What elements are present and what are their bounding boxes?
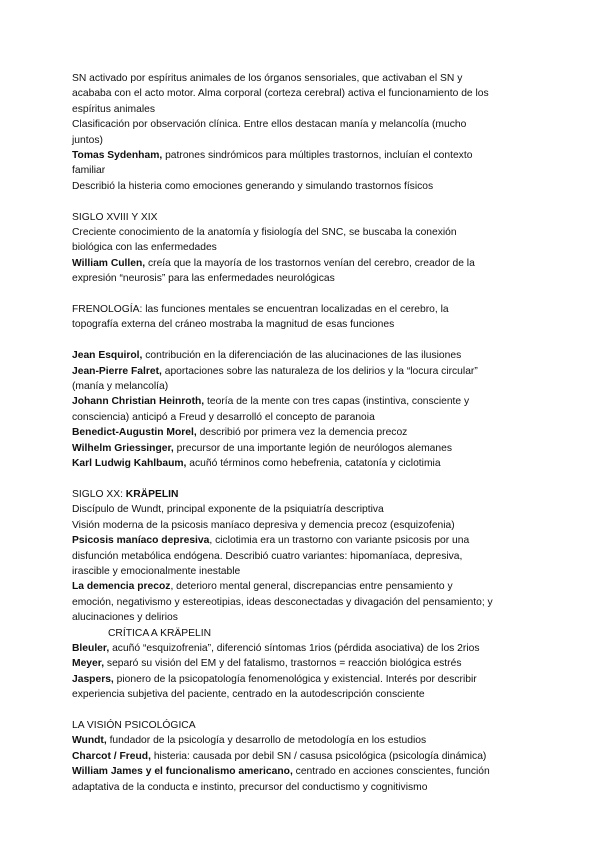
text-line: Creciente conocimiento de la anatomía y fisiología del SNC, se buscaba la conexión <box>72 227 457 239</box>
author-text: pionero de la psicopatología fenomenológica y existencial. Interés por describir <box>113 673 477 685</box>
section-heading: LA VISIÓN PSICOLÓGICA <box>72 719 196 731</box>
text-line <box>72 764 532 779</box>
term-name: Psicosis maníaco depresiva <box>72 535 210 547</box>
text-line <box>72 672 532 687</box>
text-line <box>72 148 532 163</box>
author-text: separó su visión del EM y del fatalismo, trastornos = reacción biológica estrés <box>104 658 462 670</box>
author-name: Benedict-Augustin Morel, <box>72 427 197 439</box>
author-text: contribución en la diferenciación de las alucinaciones de las ilusiones <box>142 350 462 362</box>
text-line <box>72 733 532 748</box>
text-line: (manía y melancolía) <box>72 381 169 393</box>
heading-prefix: SIGLO XX: <box>72 488 126 500</box>
author-name: Tomas Sydenham, <box>72 150 163 162</box>
text-line: juntos) <box>72 134 103 146</box>
text-line: biológica con las enfermedades <box>72 242 217 254</box>
text-line: Discípulo de Wundt, principal exponente de la psiquiatría descriptiva <box>72 504 384 516</box>
author-name: Wundt, <box>72 735 107 747</box>
author-text: precursor de una importante legión de neurólogos alemanes <box>173 442 452 454</box>
term-text: , deterioro mental general, discrepancias entre pensamiento y <box>170 581 453 593</box>
subsection-heading: CRÍTICA A KRÄPELIN <box>108 627 212 639</box>
author-name: Karl Ludwig Kahlbaum, <box>72 458 187 470</box>
autores-section <box>72 348 532 471</box>
text-line: alucinaciones y delirios <box>72 612 178 624</box>
author-text: histeria: causada por debil SN / casusa psicológica (psicología dinámica) <box>150 750 487 762</box>
text-line <box>72 348 532 363</box>
author-text: acuñó términos como hebefrenia, catatonía y ciclotimia <box>186 458 441 470</box>
author-name: Wilhelm Griessinger, <box>72 442 174 454</box>
text-line: Clasificación por observación clínica. Entre ellos destacan manía y melancolía (mucho <box>72 119 467 131</box>
text-line: espíritus animales <box>72 103 155 115</box>
text-line: irascible y emocionalmente inestable <box>72 565 241 577</box>
author-name: Charcot / Freud, <box>72 750 151 762</box>
text-line: expresión “neurosis” para las enfermedades neurológicas <box>72 273 335 285</box>
term-text: , ciclotimia era un trastorno con variante psicosis por una <box>209 535 470 547</box>
text-line: disfunción metabólica endógena. Describió cuatro variantes: hipomaníaca, depresiva, <box>72 550 463 562</box>
text-line <box>72 579 532 594</box>
text-line <box>72 364 532 379</box>
author-text: teoría de la mente con tres capas (instintiva, consciente y <box>204 396 470 408</box>
text-line: Visión moderna de la psicosis maníaco depresiva y demencia precoz (esquizofenia) <box>72 519 455 531</box>
text-line: SN activado por espíritus animales de los órganos sensoriales, que activaban el SN y <box>72 73 463 84</box>
text-line <box>72 641 532 656</box>
author-text: fundador de la psicología y desarrollo de metodología en los estudios <box>106 735 427 747</box>
document-page <box>72 71 532 795</box>
author-text: aportaciones sobre las naturaleza de los delirios y la “locura circular” <box>161 365 478 377</box>
term-name: La demencia precoz <box>72 581 171 593</box>
text-line: Describió la histeria como emociones generando y simulando trastornos físicos <box>72 180 434 192</box>
text-line: familiar <box>72 165 106 177</box>
text-line: adaptativa de la conducta e instinto, precursor del conductismo y cognitivismo <box>72 781 428 793</box>
author-name: Jean-Pierre Falret, <box>72 365 162 377</box>
text-line <box>72 533 532 548</box>
siglo-xx-section <box>72 487 532 703</box>
author-name: Meyer, <box>72 658 105 670</box>
text-line <box>72 441 532 456</box>
frenologia-section <box>72 302 532 333</box>
author-name: Bleuler, <box>72 642 110 654</box>
text-line: topografía externa del cráneo mostraba la magnitud de esas funciones <box>72 319 395 331</box>
author-text: patrones sindrómicos para múltiples trastornos, incluían el contexto <box>162 150 473 162</box>
text-line: acababa con el acto motor. Alma corporal (corteza cerebral) activa el funcionamiento de los <box>72 88 489 100</box>
author-name: Johann Christian Heinroth, <box>72 396 205 408</box>
text-line <box>72 425 532 440</box>
intro-section <box>72 71 532 194</box>
text-line <box>72 394 532 409</box>
text-line <box>72 456 532 471</box>
author-name: William James y el funcionalismo americano, <box>72 766 293 778</box>
author-text: describió por primera vez la demencia precoz <box>196 427 408 439</box>
text-line <box>72 749 532 764</box>
author-name: Jaspers, <box>72 673 114 685</box>
text-line <box>72 656 532 671</box>
section-heading: SIGLO XVIII Y XIX <box>72 211 158 223</box>
section-heading <box>72 487 532 502</box>
vision-psicologica-section <box>72 718 532 795</box>
author-text: centrado en acciones conscientes, función <box>292 766 490 778</box>
text-line <box>72 256 532 271</box>
author-text: creía que la mayoría de los trastornos venían del cerebro, creador de la <box>145 257 475 269</box>
author-text: acuñó “esquizofrenia”, diferenció síntomas 1rios (pérdida asociativa) de los 2rios <box>109 642 480 654</box>
text-line: experiencia subjetiva del paciente, centrado en la autodescripción consciente <box>72 689 425 701</box>
text-line: FRENOLOGÍA: las funciones mentales se encuentran localizadas en el cerebro, la <box>72 304 449 316</box>
text-line: emoción, negativismo y estereotipias, ideas desconectadas y divagación del pensamiento; y <box>72 596 493 608</box>
text-line: consciencia) anticipó a Freud y desarrolló el concepto de paranoia <box>72 411 375 423</box>
author-name: William Cullen, <box>72 257 146 269</box>
author-name: Jean Esquirol, <box>72 350 143 362</box>
heading-bold: KRÄPELIN <box>125 488 179 500</box>
siglo-xviii-section <box>72 210 532 287</box>
